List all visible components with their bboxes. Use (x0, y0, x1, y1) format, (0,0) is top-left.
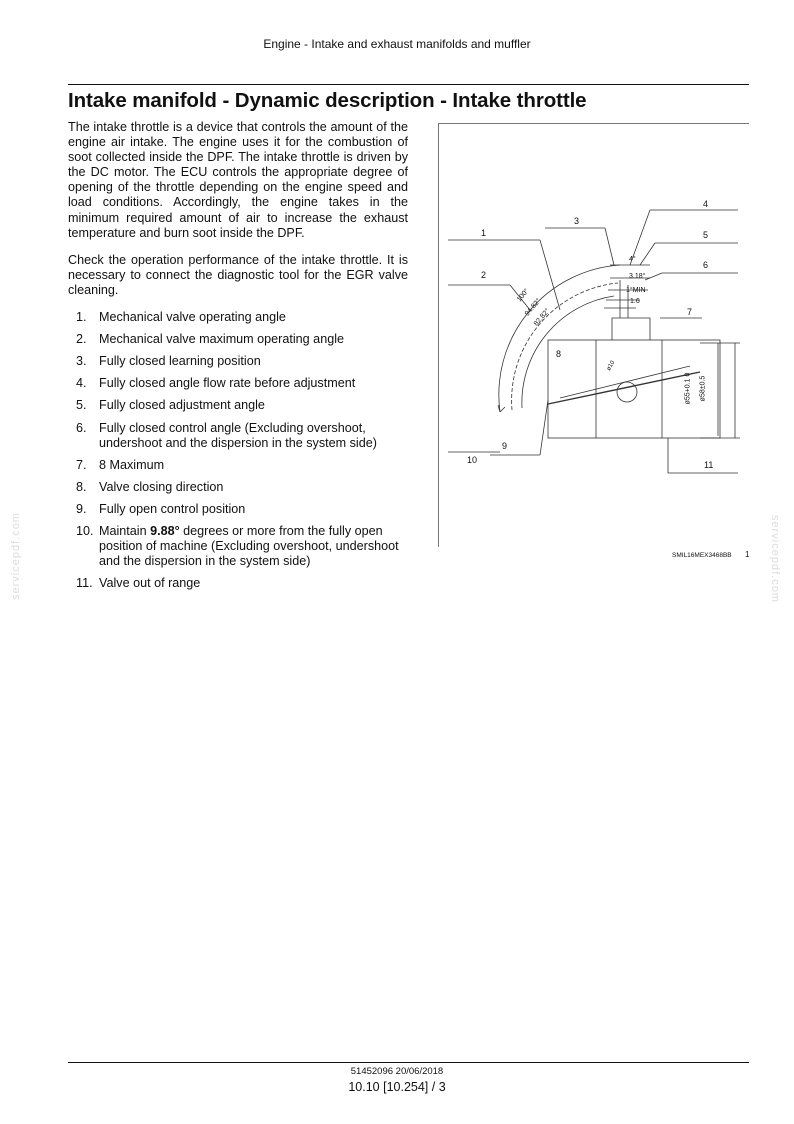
callout-9: 9 (502, 441, 508, 451)
page-reference: 10.10 [10.254] / 3 (348, 1080, 446, 1094)
callout-10: 10 (467, 455, 478, 465)
watermark-left: servicepdf.com (10, 512, 22, 600)
list-item: 4. Fully closed angle flow rate before adjustment (76, 376, 356, 391)
intro-paragraph: The intake throttle is a device that controls the amount of the engine air intake. The engine uses it for the combustion of soot collected inside the DPF. The intake throttle is driven by the DC motor. The ECU controls the appropriate degree of opening of the throttle depending on the engine speed and load conditions. Accordingly, the engine takes in the minimum required amount of air to increase the exhaust temperature and burn soot inside the DPF. (68, 120, 408, 240)
callout-8: 8 (556, 349, 562, 359)
callout-4: 4 (703, 199, 709, 209)
callout-2: 2 (481, 270, 487, 280)
bold-value: 9.88° (150, 523, 180, 538)
angle-label: 4° (629, 256, 636, 263)
list-item: 5. Fully closed adjustment angle (76, 398, 265, 413)
angle-label: 3.18° (629, 273, 646, 280)
angle-arc-middle (512, 283, 618, 410)
angle-label: 1.6 (630, 298, 640, 305)
valve-plate-2 (560, 366, 690, 398)
callout-7: 7 (687, 307, 693, 317)
valve-disc-hub (617, 382, 637, 402)
diameter-label: ø55+0.1 0 (684, 372, 692, 405)
figure-number: 1 (745, 550, 750, 559)
callout-6: 6 (703, 260, 709, 270)
list-item: 3. Fully closed learning position (76, 354, 261, 369)
list-item: 10. Maintain 9.88° degrees or more from the fully open position of machine (Excluding overshoot, undershoot and the dispersion in the system side) (76, 523, 399, 569)
document-id: 51452096 20/06/2018 (350, 1066, 444, 1077)
list-item: 11. Valve out of range (76, 576, 201, 591)
throttle-diagram (438, 123, 750, 548)
list-item: 9. Fully open control position (76, 501, 246, 516)
dimension-steps (604, 265, 650, 308)
valve-plate (548, 372, 700, 404)
small-label: ø10 (605, 360, 617, 372)
throttle-stem (620, 280, 628, 318)
list-item: 1. Mechanical valve operating angle (76, 310, 286, 325)
header-rule (68, 84, 749, 85)
angle-label: 1°MIN (626, 287, 646, 294)
callout-3: 3 (574, 216, 580, 226)
angle-label: 100° (515, 287, 531, 304)
running-header: Engine - Intake and exhaust manifolds and muffler (263, 37, 531, 51)
list-item: 8. Valve closing direction (76, 479, 224, 494)
angle-arc-inner (522, 296, 617, 408)
check-paragraph: Check the operation performance of the intake throttle. It is necessary to connect the diagnostic tool for the EGR valve cleaning. (68, 252, 408, 297)
diameter-label: ø58±0.5 (699, 375, 707, 402)
angle-label: 94.82° (523, 297, 543, 318)
throttle-flange (612, 318, 650, 340)
list-item: 6. Fully closed control angle (Excluding overshoot, undershoot and the dispersion in the system side) (76, 420, 377, 450)
watermark-right: servicepdf.com (769, 515, 781, 603)
figure-code: SMIL16MEX3468BB (672, 552, 732, 559)
footer-rule (68, 1062, 749, 1063)
legend-list (68, 310, 408, 591)
throttle-bore (548, 340, 720, 438)
callout-5: 5 (703, 230, 709, 240)
angle-label: 82.82° (532, 307, 552, 328)
body-column (68, 120, 408, 598)
callout-11: 11 (704, 460, 714, 470)
page-title: Intake manifold - Dynamic description - Intake throttle (68, 89, 587, 112)
angle-arc-outer (499, 265, 620, 412)
callout-1: 1 (481, 228, 487, 238)
list-item: 7. 8 Maximum (76, 457, 165, 472)
list-item: 2. Mechanical valve maximum operating angle (76, 332, 345, 347)
